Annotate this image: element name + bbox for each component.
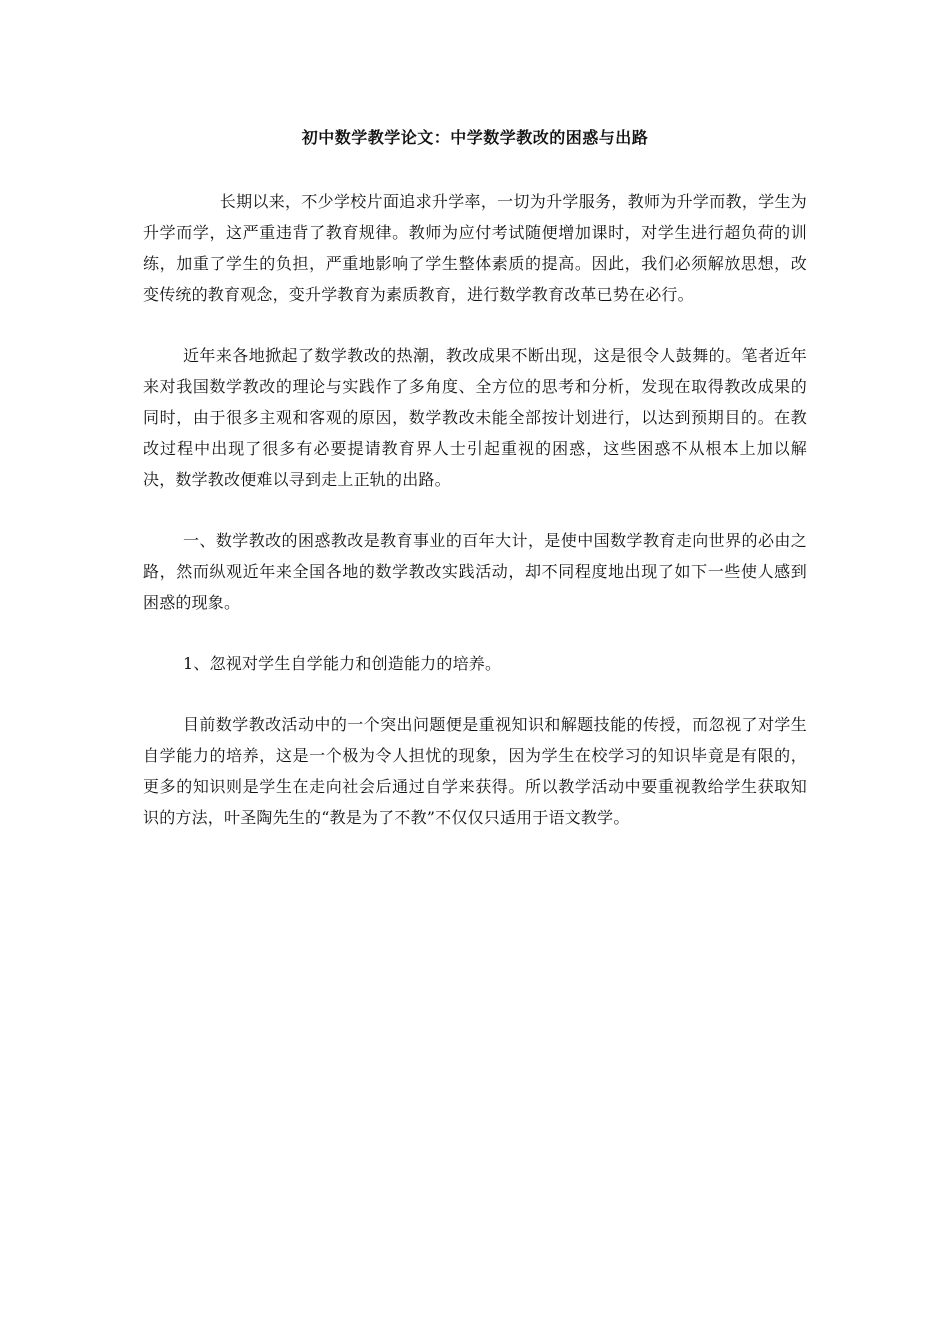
document-title: 初中数学教学论文：中学数学教改的困惑与出路 xyxy=(301,128,649,147)
paragraph-self-study: 目前数学教改活动中的一个突出问题便是重视知识和解题技能的传授，而忽视了对学生自学能力的培养，这是一个极为令人担忧的现象，因为学生在校学习的知识毕竟是有限的，更多的知识则是学生在走向社会后通过自学来获得。所以教学活动中要重视教给学生获取知识的方法，叶圣陶先生的“教是为了不教”不仅仅只适用于语文教学。 xyxy=(143,715,807,827)
paragraph-section-heading: 一、数学教改的困惑教改是教育事业的百年大计，是使中国数学教育走向世界的必由之路，然而纵观近年来全国各地的数学教改实践活动，却不同程度地出现了如下一些使人感到困惑的现象。 xyxy=(143,531,807,612)
paragraph-intro: 长期以来，不少学校片面追求升学率，一切为升学服务，教师为升学而教，学生为升学而学，这严重违背了教育规律。教师为应付考试随便增加课时，对学生进行超负荷的训练，加重了学生的负担，严重地影响了学生整体素质的提高。因此，我们必须解放思想，改变传统的教育观念，变升学教育为素质教育，进行数学教育改革已势在必行。 xyxy=(143,192,807,304)
paragraph-reform-trend: 近年来各地掀起了数学教改的热潮，教改成果不断出现，这是很令人鼓舞的。笔者近年来对我国数学教改的理论与实践作了多角度、全方位的思考和分析，发现在取得教改成果的同时，由于很多主观和客观的原因，数学教改未能全部按计划进行，以达到预期目的。在教改过程中出现了很多有必要提请教育界人士引起重视的困惑，这些困惑不从根本上加以解决，数学教改便难以寻到走上正轨的出路。 xyxy=(143,346,807,489)
document-body xyxy=(143,186,807,833)
paragraph-point-one: 1、忽视对学生自学能力和创造能力的培养。 xyxy=(183,654,502,673)
